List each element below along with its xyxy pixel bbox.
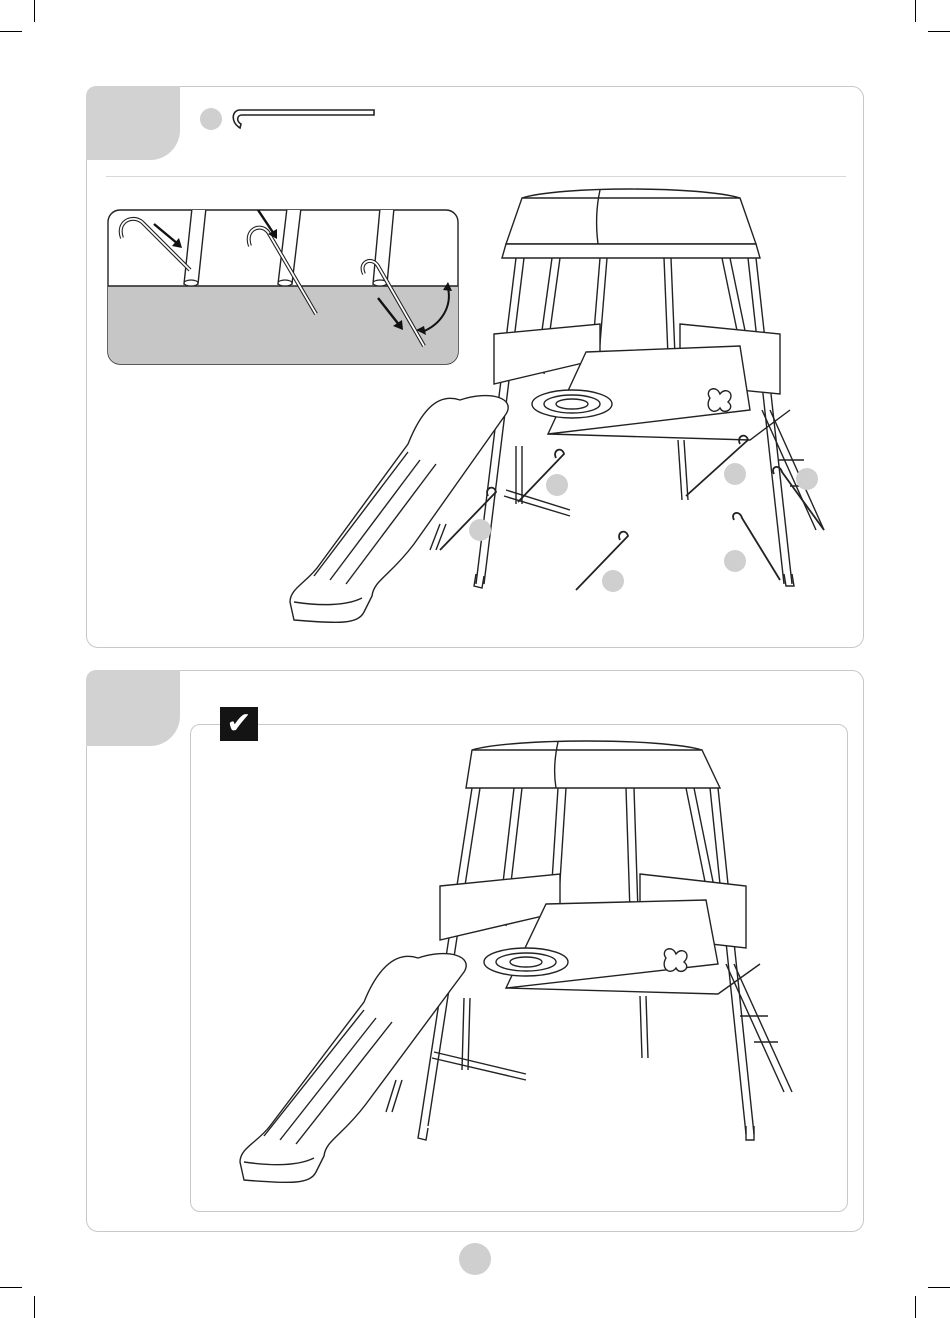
ground-stake-icon (228, 104, 388, 134)
step-number-tab-2 (86, 670, 180, 746)
crop-mark (34, 1296, 35, 1318)
stake-callout (469, 519, 491, 541)
climbing-frame-with-slide-illustration (280, 184, 840, 634)
crop-mark (915, 1296, 916, 1318)
crop-mark (0, 1287, 22, 1288)
crop-mark (928, 31, 950, 32)
crop-mark (915, 0, 916, 22)
separator-line (106, 176, 846, 177)
crop-mark (0, 31, 22, 32)
crop-mark (34, 0, 35, 22)
completed-frame-illustration (236, 736, 806, 1196)
part-callout-dot (200, 108, 222, 130)
stake-callout (602, 570, 624, 592)
stake-callout (724, 463, 746, 485)
stake-callout (796, 468, 818, 490)
page-number-badge (459, 1243, 491, 1275)
crop-mark (928, 1287, 950, 1288)
stake-callout (724, 550, 746, 572)
step-number-tab-1 (86, 86, 180, 160)
stake-callout (546, 474, 568, 496)
check-icon: ✔ (220, 707, 258, 741)
